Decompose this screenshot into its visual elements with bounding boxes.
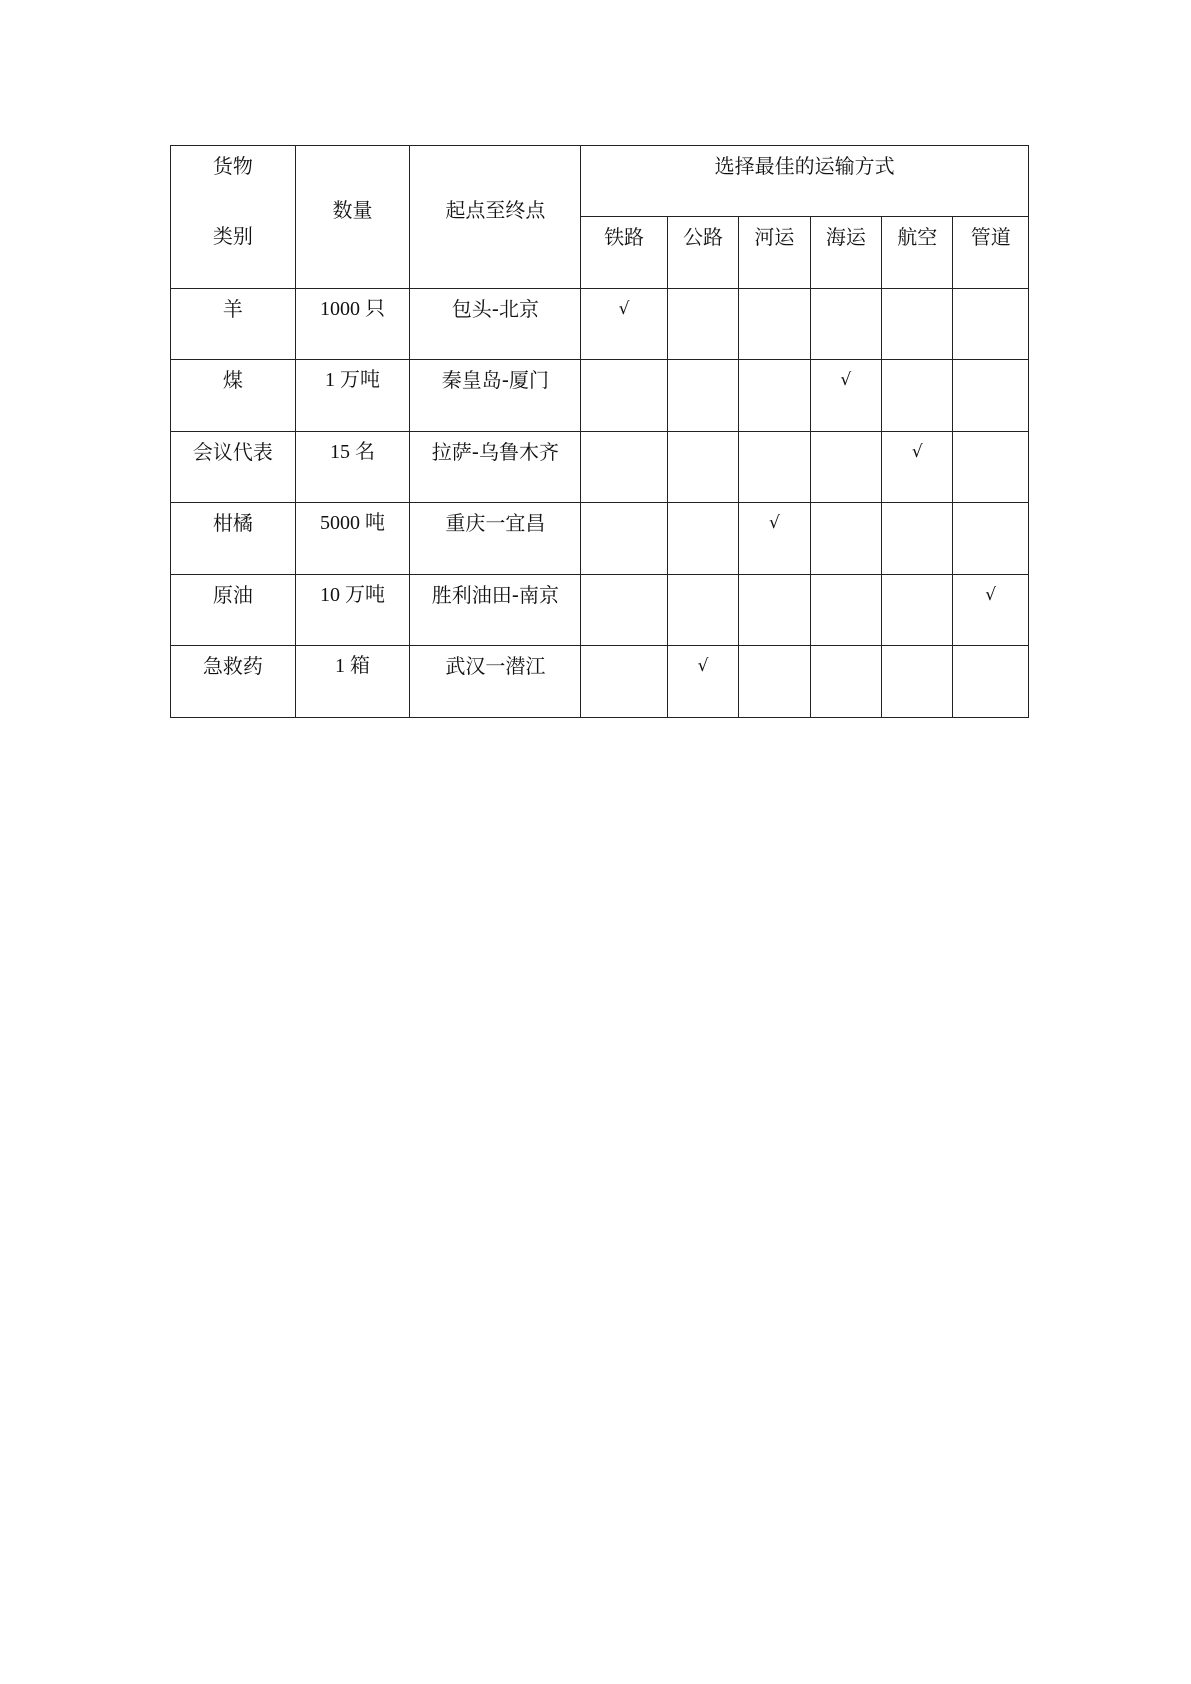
cell-mark xyxy=(953,575,1029,646)
cell-mark xyxy=(667,503,738,575)
cell-mark xyxy=(882,646,953,718)
cell-mark xyxy=(667,289,738,360)
cell-quantity: 10 万吨 xyxy=(295,575,410,646)
header-transport-group-label: 选择最佳的运输方式 xyxy=(714,154,895,178)
cell-quantity: 1000 只 xyxy=(295,289,410,360)
table-row xyxy=(171,646,1029,718)
header-mode-pipeline: 管道 xyxy=(953,217,1029,289)
cell-route: 秦皇岛-厦门 xyxy=(410,360,581,432)
check-mark: √ xyxy=(769,513,780,533)
cell-mark xyxy=(810,646,881,718)
table-row xyxy=(171,503,1029,575)
cell-mark xyxy=(810,360,881,432)
cell-mark xyxy=(953,289,1029,360)
check-mark: √ xyxy=(840,370,852,390)
check-mark: √ xyxy=(618,299,630,319)
cell-mark xyxy=(953,360,1029,432)
cell-mark xyxy=(953,503,1029,575)
header-quantity-label: 数量 xyxy=(332,198,373,222)
table-row xyxy=(171,432,1029,503)
cell-mark xyxy=(810,289,881,360)
cell-mark xyxy=(953,432,1029,503)
header-category xyxy=(171,146,296,289)
check-mark: √ xyxy=(697,656,709,676)
cell-route: 重庆一宜昌 xyxy=(410,503,581,575)
header-mode-air: 航空 xyxy=(882,217,953,289)
header-mode-river: 河运 xyxy=(739,217,810,289)
cell-route: 武汉一潜江 xyxy=(410,646,581,718)
cell-mark xyxy=(882,503,953,575)
cell-mark xyxy=(882,360,953,432)
cell-mark xyxy=(581,503,667,575)
transport-mode-table xyxy=(170,145,1029,718)
check-mark: √ xyxy=(985,585,997,605)
cell-mark xyxy=(581,360,667,432)
cell-category: 原油 xyxy=(171,575,296,646)
cell-mark xyxy=(739,432,810,503)
header-route-label: 起点至终点 xyxy=(445,198,546,222)
cell-mark xyxy=(739,289,810,360)
cell-mark xyxy=(882,289,953,360)
cell-mark xyxy=(882,575,953,646)
cell-mark xyxy=(810,503,881,575)
cell-category: 柑橘 xyxy=(171,503,296,575)
header-category-line2: 类别 xyxy=(212,224,253,248)
cell-mark xyxy=(882,432,953,503)
cell-category: 羊 xyxy=(171,289,296,360)
header-quantity xyxy=(295,146,410,289)
header-transport-group xyxy=(581,146,1029,217)
cell-category: 急救药 xyxy=(171,646,296,718)
cell-route: 胜利油田-南京 xyxy=(410,575,581,646)
check-mark: √ xyxy=(911,442,923,462)
header-row-1 xyxy=(171,146,1029,217)
cell-mark xyxy=(667,575,738,646)
cell-mark xyxy=(581,575,667,646)
cell-mark xyxy=(667,646,738,718)
cell-mark xyxy=(581,289,667,360)
cell-mark xyxy=(739,503,810,575)
table-row xyxy=(171,289,1029,360)
cell-category: 煤 xyxy=(171,360,296,432)
cell-quantity: 1 箱 xyxy=(295,646,410,718)
cell-mark xyxy=(581,646,667,718)
cell-mark xyxy=(739,646,810,718)
cell-mark xyxy=(739,575,810,646)
cell-route: 拉萨-乌鲁木齐 xyxy=(410,432,581,503)
header-mode-road: 公路 xyxy=(667,217,738,289)
cell-mark xyxy=(739,360,810,432)
header-category-line1: 货物 xyxy=(212,154,253,178)
table-row xyxy=(171,575,1029,646)
cell-mark xyxy=(667,432,738,503)
cell-route: 包头-北京 xyxy=(410,289,581,360)
header-mode-rail: 铁路 xyxy=(581,217,667,289)
cell-quantity: 15 名 xyxy=(295,432,410,503)
cell-quantity: 5000 吨 xyxy=(295,503,410,575)
table-row xyxy=(171,360,1029,432)
cell-mark xyxy=(581,432,667,503)
header-route xyxy=(410,146,581,289)
cell-mark xyxy=(810,575,881,646)
cell-quantity: 1 万吨 xyxy=(295,360,410,432)
cell-category: 会议代表 xyxy=(171,432,296,503)
header-mode-sea: 海运 xyxy=(810,217,881,289)
cell-mark xyxy=(667,360,738,432)
cell-mark xyxy=(953,646,1029,718)
cell-mark xyxy=(810,432,881,503)
